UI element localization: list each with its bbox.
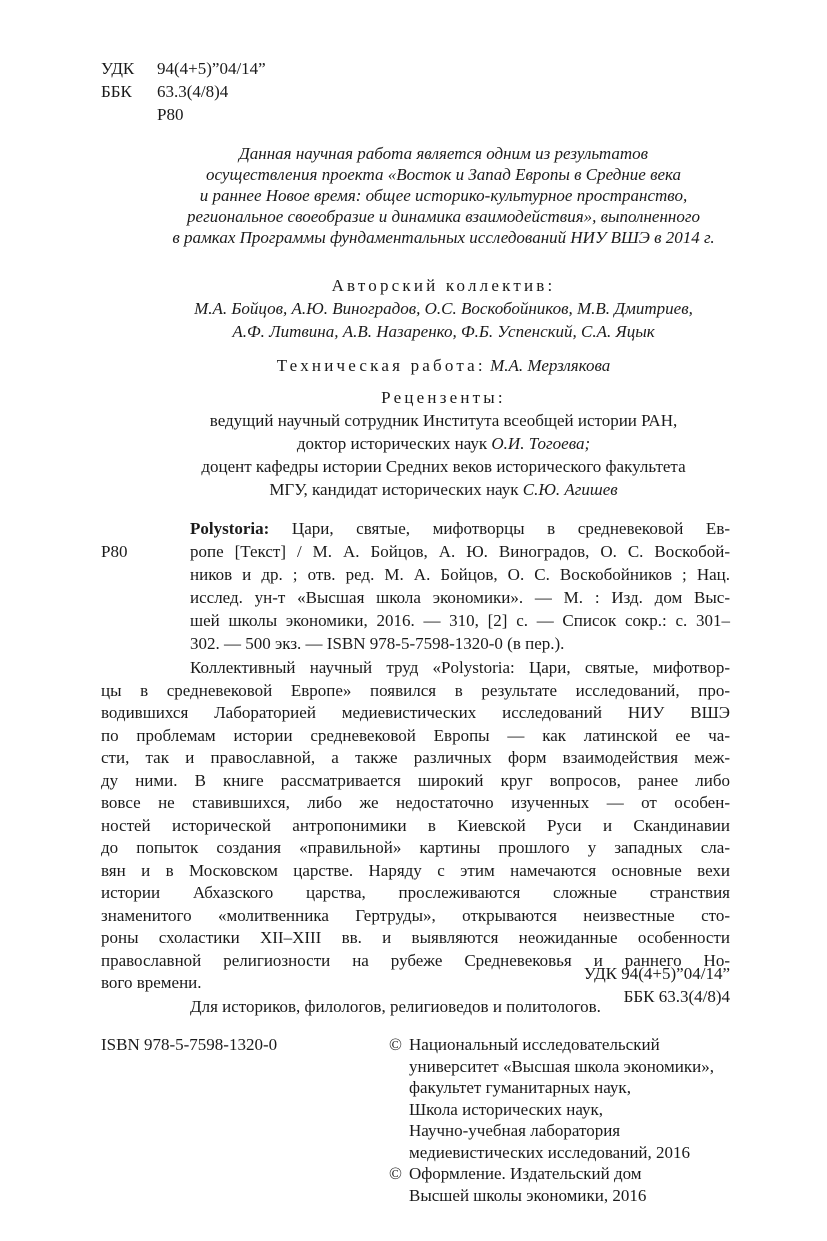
copyright-line: Школа исторических наук, <box>409 1099 604 1119</box>
project-note-line: и раннее Новое время: общее историко-культурное пространство, <box>199 186 688 205</box>
authors-heading: Авторский коллектив: <box>331 276 556 295</box>
copyright-line: факультет гуманитарных наук, <box>409 1078 631 1097</box>
reviewer-2-line: доцент кафедры истории Средних веков исторического факультета <box>201 457 686 476</box>
bbk-label: ББК <box>101 82 132 101</box>
abstract-line: ду ними. В книге рассматривается широкий круг вопросов, ранее либо <box>101 770 730 790</box>
audience-note: Для историков, филологов, религиоведов и политологов. <box>190 996 601 1016</box>
abstract-line: сти, так и православной, а также различных форм взаимодействия меж- <box>101 748 730 767</box>
bibliographic-record <box>190 517 730 655</box>
copyright-entry <box>389 1163 749 1206</box>
reviewer-1-degree: доктор исторических наук <box>296 434 488 453</box>
udk-right: УДК 94(4+5)”04/14” <box>583 964 730 983</box>
project-note-line: в рамках Программы фундаментальных исследований НИУ ВШЭ в 2014 г. <box>172 228 715 247</box>
reviewer-1-line: ведущий научный сотрудник Института всеобщей истории РАН, <box>209 411 678 430</box>
reviewers-heading: Рецензенты: <box>381 388 506 407</box>
abstract-line: вовсе не ставившихся, либо же недостаточно изученных — от особен- <box>101 793 730 812</box>
bib-line: ропе [Текст] / М. А. Бойцов, А. Ю. Виноградов, О. С. Воскобой- <box>190 542 730 561</box>
abstract-line: истории Абхазского царства, прослеживаются сложные странствия <box>101 883 730 902</box>
copyright-icon: © <box>389 1035 402 1054</box>
copyright-line: Национальный исследовательский <box>409 1035 660 1054</box>
abstract-line: роны схоластики XII–XIII вв. и выявляются неожиданные особенности <box>101 928 730 947</box>
bbk-right: ББК 63.3(4/8)4 <box>623 987 730 1006</box>
reviewer-2-line <box>80 478 807 501</box>
bib-line: 302. — 500 экз. — ISBN 978-5-7598-1320-0 (в пер.). <box>190 634 565 653</box>
bib-line: ников и др. ; отв. ред. М. А. Бойцов, О. С. Воскобойников ; Нац. <box>190 565 730 584</box>
authors-line: М.А. Бойцов, А.Ю. Виноградов, О.С. Воскобойников, М.В. Дмитриев, <box>194 299 693 318</box>
reviewer-2-degree: МГУ, кандидат исторических наук <box>269 480 519 499</box>
abstract-line: по проблемам истории средневековой Европы — как латинской ее ча- <box>101 725 730 745</box>
project-note-line: региональное своеобразие и динамика взаимодействия», выполненного <box>187 207 700 226</box>
abstract-line: вого времени. <box>101 973 202 992</box>
copyright-line: медиевистических исследований, 2016 <box>409 1142 691 1162</box>
abstract-line: ностей исторической антропонимики в Киевской Руси и Скандинавии <box>101 815 730 835</box>
copyright-block <box>389 1034 749 1206</box>
technical-work <box>80 354 807 377</box>
project-note-line: Данная научная работа является одним из результатов <box>238 144 649 163</box>
bbk-value: 63.3(4/8)4 <box>157 82 229 101</box>
library-codes <box>101 57 361 126</box>
udk-row <box>101 57 361 80</box>
library-codes-right <box>584 962 730 1008</box>
bib-title: Polystoria: <box>190 519 270 538</box>
bib-margin-sign: Р80 <box>101 542 128 561</box>
copyright-icon: © <box>389 1164 402 1183</box>
abstract-line: водившихся Лабораторией медиевистических исследований НИУ ВШЭ <box>101 703 730 722</box>
abstract-line: знаменитого «молитвенника Гертруды», открываются неизвестные сто- <box>101 905 730 925</box>
bib-line <box>190 517 730 540</box>
reviewer-1-name: О.И. Тогоева; <box>491 434 591 453</box>
abstract-line: до попыток создания «правильной» картины прошлого у западных сла- <box>101 838 730 857</box>
abstract-line: вян и в Московском царстве. Наряду с этим намечаются основные вехи <box>101 860 730 880</box>
technical-heading: Техническая работа: <box>276 356 486 375</box>
project-note <box>80 143 807 248</box>
udk-label: УДК <box>101 59 135 78</box>
udk-value: 94(4+5)”04/14” <box>157 59 266 78</box>
authors-line: А.Ф. Литвина, А.В. Назаренко, Ф.Б. Успенский, С.А. Яцык <box>232 322 655 341</box>
abstract-line: цы в средневековой Европе» появился в результате исследований, про- <box>101 680 730 700</box>
copyright-entry <box>389 1034 749 1163</box>
bib-line: шей школы экономики, 2016. — 310, [2] с. — Список сокр.: с. 301– <box>190 611 730 630</box>
copyright-line: Научно-учебная лаборатория <box>409 1121 621 1140</box>
reviewers-block <box>80 386 807 501</box>
abstract-line: Коллективный научный труд «Polystoria: Цари, святые, мифотвор- <box>190 658 730 677</box>
author-sign: Р80 <box>157 105 184 124</box>
authors-block <box>80 274 807 343</box>
copyright-line: Оформление. Издательский дом <box>409 1164 642 1183</box>
bib-line: исслед. ун-т «Высшая школа экономики». — М. : Изд. дом Выс- <box>190 588 730 607</box>
reviewer-1-line <box>80 432 807 455</box>
abstract-line: православной религиозности на рубеже Средневековья и раннего Но- <box>101 950 730 970</box>
bbk-row <box>101 80 361 103</box>
project-note-line: осуществления проекта «Восток и Запад Европы в Средние века <box>205 165 682 184</box>
reviewer-2-name: С.Ю. Агишев <box>522 480 618 499</box>
isbn: ISBN 978-5-7598-1320-0 <box>101 1035 278 1054</box>
copyright-line: университет «Высшая школа экономики», <box>409 1056 714 1076</box>
technical-name: М.А. Мерзлякова <box>490 356 611 375</box>
bib-title-rest: Цари, святые, мифотворцы в средневековой Ев- <box>291 519 731 538</box>
copyright-line: Высшей школы экономики, 2016 <box>409 1185 647 1205</box>
